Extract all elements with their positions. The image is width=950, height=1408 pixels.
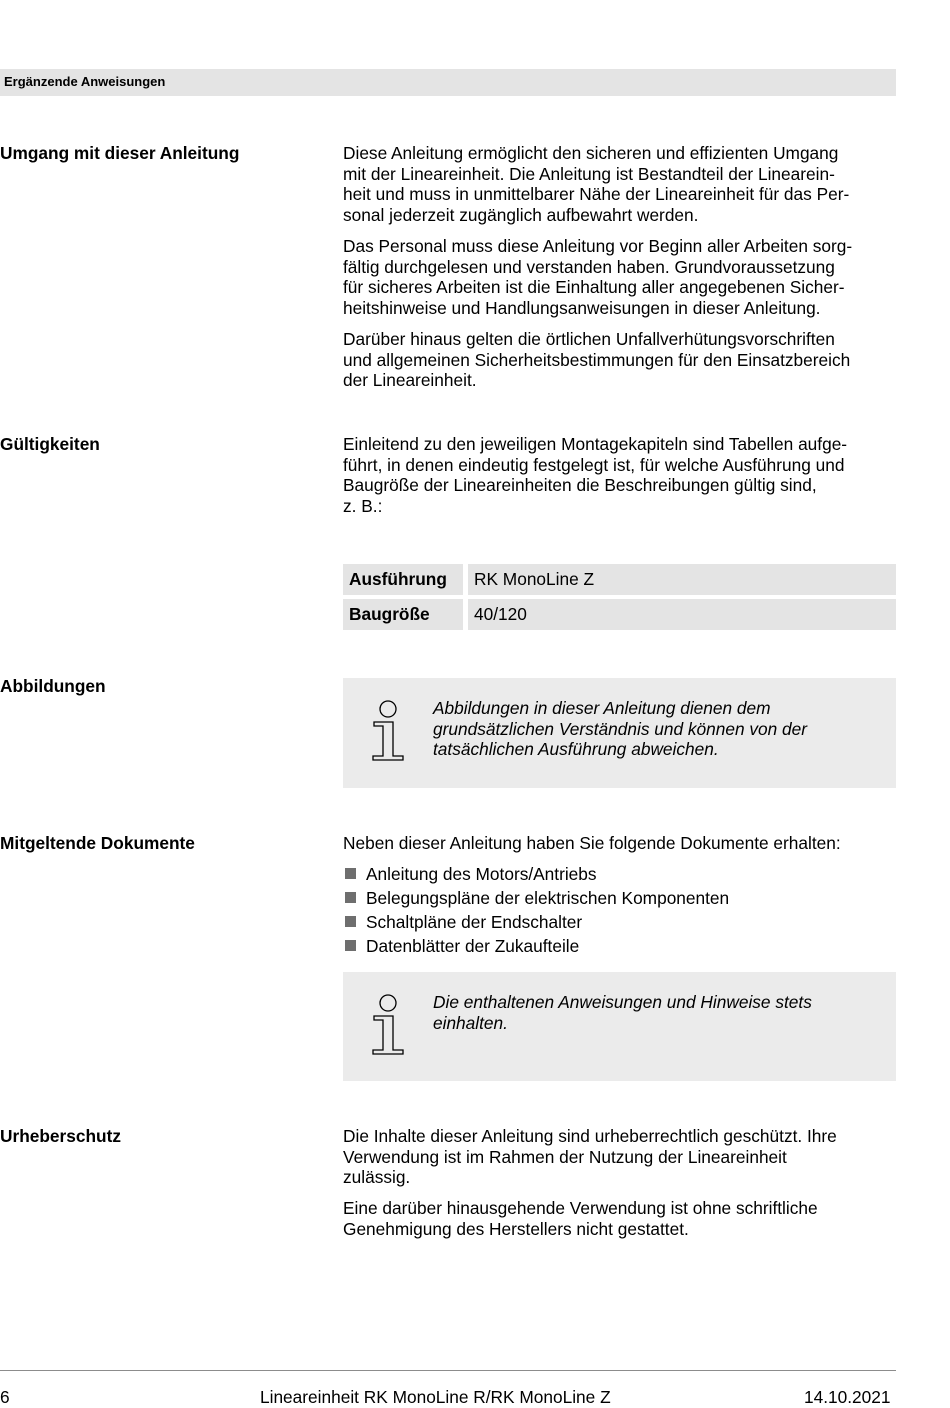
footer-page-number: 6: [0, 1387, 10, 1407]
list-item-label: Belegungspläne der elektrischen Komponenten: [366, 887, 730, 908]
gueltigkeiten-body: [343, 434, 899, 527]
text-line: Das Personal muss diese Anleitung vor Beginn aller Arbeiten sorg-: [343, 235, 853, 256]
text-line: grundsätzlichen Verständnis und können von der: [433, 718, 808, 739]
info-note-dokumente: [343, 972, 896, 1081]
info-icon: [371, 994, 405, 1056]
note-text: [433, 698, 873, 760]
text-line: fältig durchgelesen und verstanden haben. Grundvoraussetzung: [343, 256, 835, 277]
table-value-cell: [468, 564, 896, 595]
text-line: Baugröße der Lineareinheiten die Beschreibungen gültig sind,: [343, 475, 817, 496]
umgang-paragraph-3: [343, 329, 899, 391]
bullet-square-icon: [345, 892, 356, 903]
list-item-label: Anleitung des Motors/Antriebs: [366, 863, 597, 884]
table-key-cell: [343, 564, 463, 595]
note-text: [433, 992, 873, 1033]
text-line: zulässig.: [343, 1167, 411, 1188]
umgang-body: [343, 143, 899, 401]
umgang-paragraph-1: [343, 143, 899, 225]
text-line: Darüber hinaus gelten die örtlichen Unfallverhütungsvorschriften: [343, 328, 835, 349]
heading-gueltigkeiten: Gültigkeiten: [0, 434, 100, 454]
table-key-cell: [343, 599, 463, 630]
bullet-square-icon: [345, 868, 356, 879]
umgang-paragraph-2: [343, 236, 899, 318]
list-item: [343, 862, 899, 886]
table-value-cell: [468, 599, 896, 630]
urheberschutz-body: [343, 1126, 899, 1250]
text-line: mit der Lineareinheit. Die Anleitung ist Bestandteil der Linearein-: [343, 163, 835, 184]
validity-table: [343, 564, 896, 634]
urheberschutz-paragraph-2: [343, 1198, 899, 1239]
text-line: Die enthaltenen Anweisungen und Hinweise stets: [433, 992, 812, 1012]
text-line: einhalten.: [433, 1012, 508, 1033]
heading-umgang: Umgang mit dieser Anleitung: [0, 143, 240, 163]
heading-abbildungen: Abbildungen: [0, 676, 106, 696]
table-row: [343, 599, 896, 630]
table-value: 40/120: [474, 604, 527, 624]
gueltigkeiten-paragraph: [343, 434, 899, 516]
table-key: Ausführung: [349, 569, 447, 589]
text-line: Eine darüber hinausgehende Verwendung ist ohne schriftliche: [343, 1198, 818, 1219]
text-line: Genehmigung des Herstellers nicht gestattet.: [343, 1218, 689, 1239]
footer-divider: [0, 1370, 896, 1371]
text-line: Abbildungen in dieser Anleitung dienen dem: [433, 698, 771, 718]
heading-dokumente: Mitgeltende Dokumente: [0, 833, 195, 853]
dokumente-body: [343, 833, 899, 958]
text-line: Diese Anleitung ermöglicht den sicheren und effizienten Umgang: [343, 143, 839, 163]
section-header-bar: [0, 69, 896, 96]
text-line: heitshinweise und Handlungsanweisungen in dieser Anleitung.: [343, 297, 821, 318]
text-line: der Lineareinheit.: [343, 370, 477, 391]
text-line: tatsächlichen Ausführung abweichen.: [433, 739, 719, 760]
urheberschutz-paragraph-1: [343, 1126, 899, 1188]
heading-urheberschutz: Urheberschutz: [0, 1126, 121, 1146]
table-value: RK MonoLine Z: [474, 569, 595, 589]
text-line: z. B.:: [343, 495, 383, 516]
dokumente-intro: Neben dieser Anleitung haben Sie folgende Dokumente erhalten:: [343, 833, 841, 853]
text-line: für sicheres Arbeiten ist die Einhaltung aller angegebenen Sicher-: [343, 277, 845, 298]
info-note-abbildungen: [343, 678, 896, 788]
list-item-label: Datenblätter der Zukaufteile: [366, 936, 580, 957]
table-row: [343, 564, 896, 595]
list-item: [343, 886, 899, 910]
text-line: führt, in denen eindeutig festgelegt ist, für welche Ausführung und: [343, 454, 845, 475]
text-line: heit und muss in unmittelbarer Nähe der Lineareinheit für das Per-: [343, 184, 850, 205]
list-item: [343, 934, 899, 958]
text-line: sonal jederzeit zugänglich aufbewahrt werden.: [343, 204, 699, 225]
bullet-square-icon: [345, 940, 356, 951]
table-key: Baugröße: [349, 604, 430, 624]
list-item: [343, 910, 899, 934]
bullet-square-icon: [345, 916, 356, 927]
footer-document-title: Lineareinheit RK MonoLine R/RK MonoLine Z: [260, 1387, 611, 1407]
text-line: Die Inhalte dieser Anleitung sind urheberrechtlich geschützt. Ihre: [343, 1126, 837, 1146]
list-item-label: Schaltpläne der Endschalter: [366, 911, 583, 932]
info-icon: [371, 700, 405, 762]
documents-list: [343, 862, 899, 959]
text-line: Verwendung ist im Rahmen der Nutzung der Lineareinheit: [343, 1146, 787, 1167]
text-line: und allgemeinen Sicherheitsbestimmungen für den Einsatzbereich: [343, 349, 851, 370]
footer-date: 14.10.2021: [804, 1387, 891, 1407]
section-header-title: Ergänzende Anweisungen: [4, 74, 166, 89]
text-line: Einleitend zu den jeweiligen Montagekapiteln sind Tabellen aufge-: [343, 434, 848, 454]
